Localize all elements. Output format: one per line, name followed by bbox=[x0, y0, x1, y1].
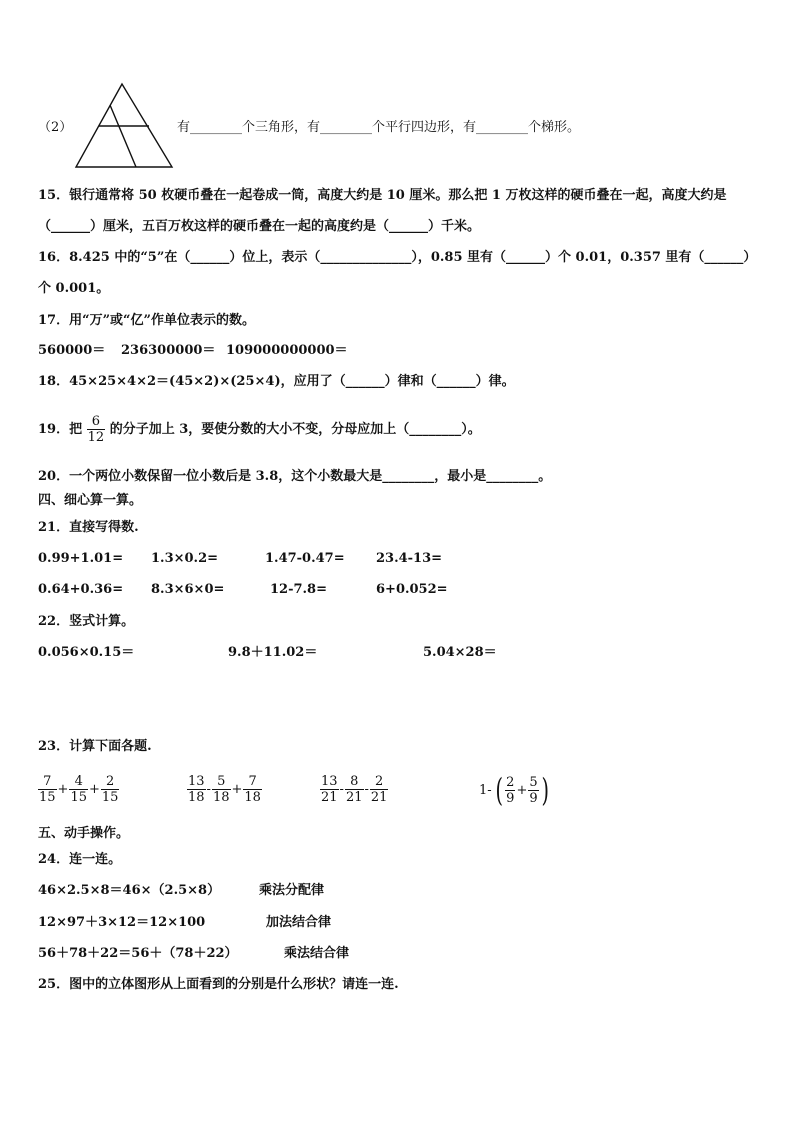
q24-right-2: 加法结合律 bbox=[266, 915, 332, 930]
q23-e1-frac-c bbox=[101, 774, 120, 805]
q23-e2-op2: + bbox=[231, 782, 243, 797]
q23-e1-b-den: 15 bbox=[70, 790, 87, 805]
q23-e3-frac-c bbox=[370, 774, 389, 805]
q23-title: 23．计算下面各题. bbox=[38, 739, 152, 754]
q17-item-3: 109000000000＝ bbox=[226, 343, 348, 358]
q19-line bbox=[38, 411, 481, 449]
q25-text: 25．图中的立体图形从上面看到的分别是什么形状？请连一连. bbox=[38, 977, 399, 992]
q24-right-3: 乘法结合律 bbox=[284, 946, 350, 961]
q23-e4-b-den: 9 bbox=[529, 790, 538, 806]
q23-e4-op1: + bbox=[516, 782, 528, 798]
q20-text: 20．一个两位小数保留一位小数后是 3.8，这个小数最大是________，最小是________。 bbox=[38, 469, 552, 484]
q23-e2-b-num: 5 bbox=[212, 774, 231, 790]
q21-r2-c3: 12-7.8= bbox=[270, 582, 327, 597]
q23-e1-c-num: 2 bbox=[101, 774, 120, 790]
q17-item-2: 236300000＝ bbox=[121, 343, 216, 358]
q17-item-1: 560000＝ bbox=[38, 343, 106, 358]
q23-e1-a-num: 7 bbox=[38, 774, 57, 790]
q23-e3-op2: - bbox=[364, 782, 369, 797]
q23-e1-c-den: 15 bbox=[101, 790, 119, 805]
q23-e3-frac-b bbox=[345, 774, 364, 805]
q23-expr-4 bbox=[478, 771, 551, 809]
q19-frac-den: 12 bbox=[87, 430, 105, 445]
q23-e3-b-den: 21 bbox=[345, 790, 363, 805]
q14-2-label: （2） bbox=[38, 120, 73, 135]
q23-e4-lead: 1- bbox=[479, 782, 492, 798]
q23-e2-b-den: 18 bbox=[212, 790, 230, 805]
q17-title: 17．用“万”或“亿”作单位表示的数。 bbox=[38, 313, 256, 328]
q19-suffix: 的分子加上 3，要使分数的大小不变，分母应加上（________）。 bbox=[109, 422, 481, 437]
q24-title: 24．连一连。 bbox=[38, 852, 122, 867]
q23-e3-b-num: 8 bbox=[345, 774, 364, 790]
q22-title: 22．竖式计算。 bbox=[38, 614, 135, 629]
q21-r1-c2: 1.3×0.2= bbox=[151, 551, 219, 566]
q23-e4-b-num: 5 bbox=[529, 774, 538, 790]
q23-e3-c-den: 21 bbox=[370, 790, 388, 805]
q15-line2: （______）厘米，五百万枚这样的硬币叠在一起的高度约是（______）千米。 bbox=[38, 219, 481, 234]
q21-r1-c4: 23.4-13= bbox=[376, 551, 443, 566]
q23-e3-op1: - bbox=[339, 782, 344, 797]
q23-e4-frac-b bbox=[528, 775, 538, 806]
q21-r2-c2: 8.3×6×0= bbox=[151, 582, 225, 597]
q23-e1-frac-a bbox=[38, 774, 57, 805]
q23-e3-a-den: 21 bbox=[321, 790, 338, 805]
q16-line1: 16．8.425 中的“5”在（______）位上，表示（______________），0.85 里有（______）个 0.01，0.357 里有（______） bbox=[38, 250, 757, 265]
q19-frac-num: 6 bbox=[87, 414, 106, 430]
q23-expr-1 bbox=[38, 774, 119, 805]
q23-e3-frac-a bbox=[320, 774, 339, 805]
q23-e4-a-num: 2 bbox=[506, 774, 515, 790]
q22-item-1: 0.056×0.15＝ bbox=[38, 645, 135, 660]
q23-e2-frac-c bbox=[243, 774, 262, 805]
q23-e2-a-den: 18 bbox=[188, 790, 205, 805]
q21-r1-c3: 1.47-0.47= bbox=[265, 551, 345, 566]
q23-expr-2 bbox=[187, 774, 262, 805]
q23-e3-a-num: 13 bbox=[321, 774, 338, 789]
q21-r1-c1: 0.99+1.01= bbox=[38, 551, 124, 566]
triangle-figure bbox=[70, 80, 180, 170]
q19-fraction bbox=[87, 414, 106, 445]
q23-e4-rparen: ) bbox=[541, 771, 549, 809]
q23-expr-3 bbox=[320, 774, 388, 805]
q24-right-1: 乘法分配律 bbox=[259, 883, 325, 898]
q24-left-1: 46×2.5×8＝46×（2.5×8） bbox=[38, 883, 221, 898]
q23-e2-c-num: 7 bbox=[243, 774, 262, 790]
q23-e2-a-num: 13 bbox=[188, 774, 205, 789]
q23-e2-frac-a bbox=[187, 774, 206, 805]
q21-r2-c1: 0.64+0.36= bbox=[38, 582, 124, 597]
q23-e2-frac-b bbox=[212, 774, 231, 805]
q23-e4-a-den: 9 bbox=[506, 790, 515, 806]
q18-text: 18．45×25×4×2＝(45×2)×(25×4)，应用了（______）律和（______）律。 bbox=[38, 374, 515, 389]
q16-line2: 个 0.001。 bbox=[38, 281, 110, 296]
q21-r2-c4: 6+0.052= bbox=[376, 582, 448, 597]
q19-prefix: 19．把 bbox=[38, 422, 83, 437]
q24-left-3: 56＋78＋22＝56＋（78＋22） bbox=[38, 946, 238, 961]
q21-title: 21．直接写得数. bbox=[38, 520, 139, 535]
q23-e4-lparen: ( bbox=[495, 771, 503, 809]
q15-line1: 15．银行通常将 50 枚硬币叠在一起卷成一筒，高度大约是 10 厘米。那么把 1 万枚这样的硬币叠在一起，高度大约是 bbox=[38, 188, 727, 203]
section-5-heading: 五、动手操作。 bbox=[38, 826, 130, 841]
q23-e1-op1: + bbox=[57, 782, 69, 797]
q23-e2-c-den: 18 bbox=[244, 790, 261, 805]
q23-e4-frac-a bbox=[505, 775, 515, 806]
q23-e3-c-num: 2 bbox=[370, 774, 389, 790]
q22-item-2: 9.8＋11.02＝ bbox=[228, 645, 318, 660]
q23-e1-frac-b bbox=[69, 774, 88, 805]
q14-2-text: 有________个三角形，有________个平行四边形，有________个梯形。 bbox=[177, 120, 581, 135]
q24-left-2: 12×97＋3×12＝12×100 bbox=[38, 915, 206, 930]
q22-item-3: 5.04×28＝ bbox=[423, 645, 497, 660]
section-4-heading: 四、细心算一算。 bbox=[38, 493, 143, 508]
q23-e1-a-den: 15 bbox=[39, 790, 56, 805]
q23-e1-op2: + bbox=[89, 782, 100, 797]
q23-e1-b-num: 4 bbox=[69, 774, 88, 790]
q23-e2-op1: - bbox=[206, 782, 211, 797]
